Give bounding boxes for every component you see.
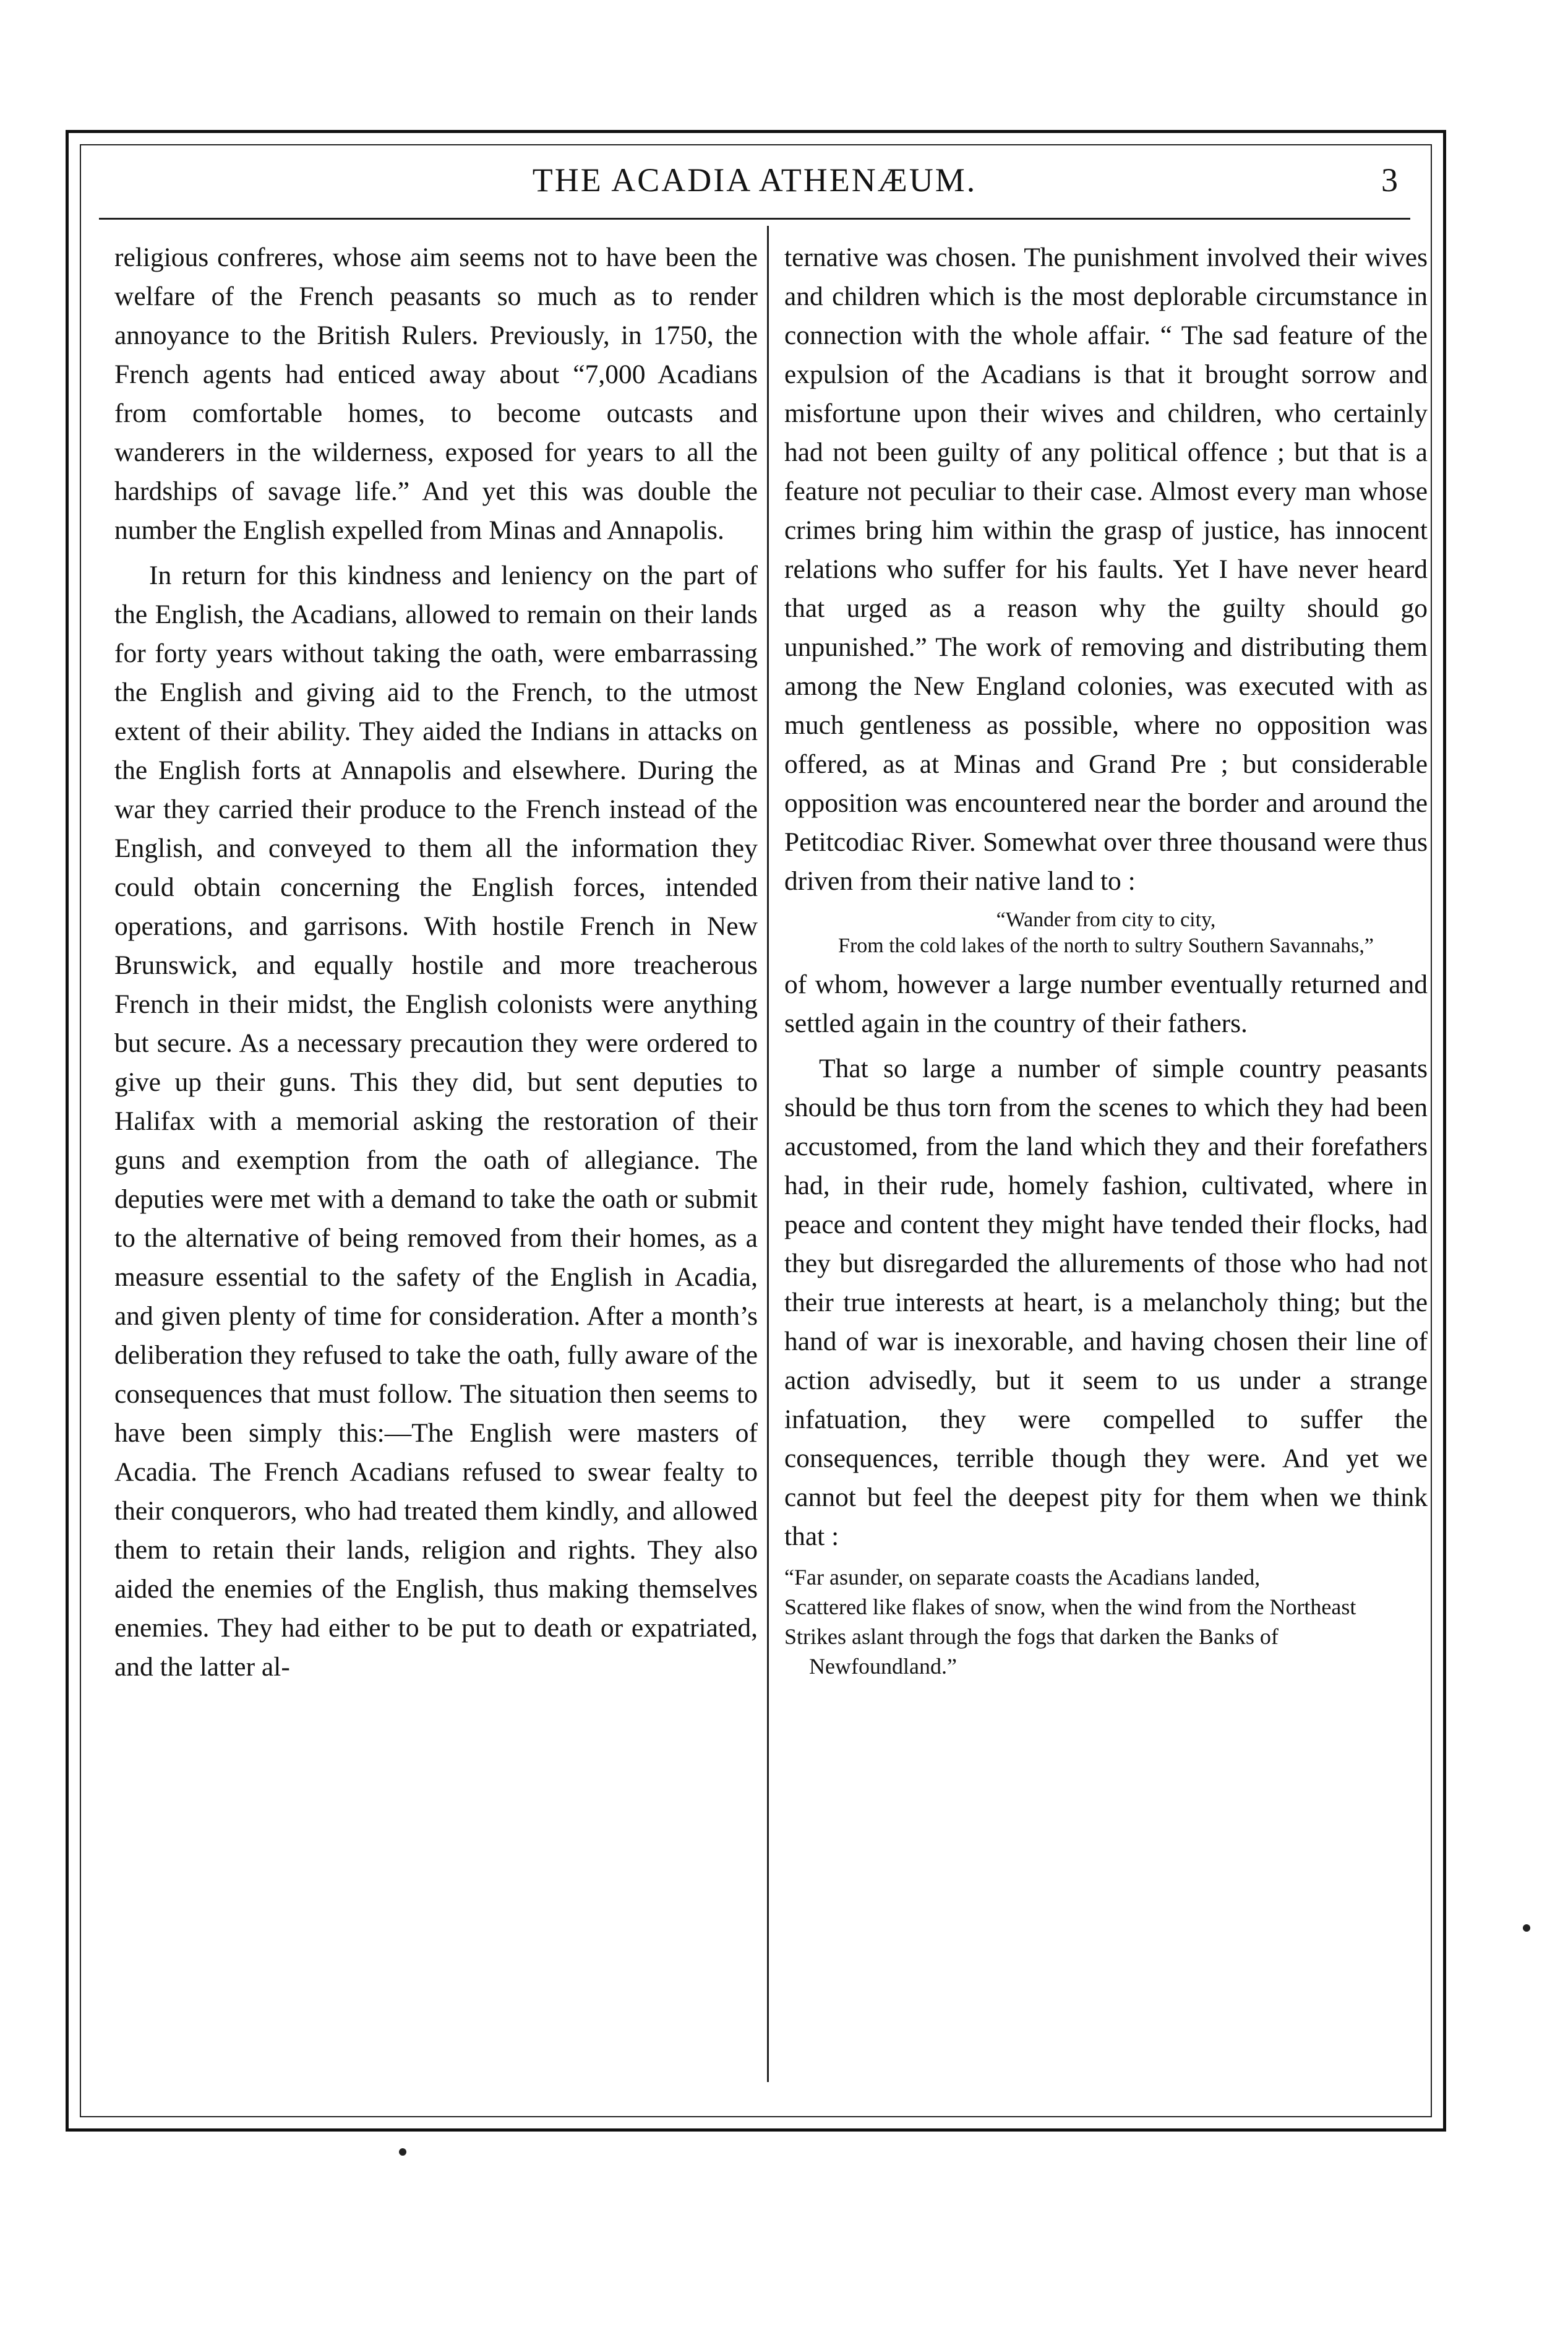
right-paragraph-1: ternative was chosen. The punishment involved their wives and children which is the most deplorable circumstance in connection with the whole affair. “ The sad feature of the expulsion of the Acadians is that it brought sorrow and misfortune upon their wives and children, who certainly had not been guilty of any political offence ; but that is a feature not peculiar to their case. Almost every man whose crimes bring him within the grasp of justice, has innocent relations who suffer for his faults. Yet I have never heard that urged as a reason why the guilty should go unpunished.” The work of removing and distributing them among the New England colonies, was executed with as much gentleness as possible, where no opposition was offered, as at Minas and Grand Pre ; but considerable opposition was encountered near the border and around the Petitcodiac River. Somewhat over three thousand were thus driven from their native land to : xyxy=(784,243,1428,896)
ink-speck xyxy=(1523,1924,1530,1932)
verse-1-line-1: “Wander from city to city, xyxy=(996,908,1216,931)
right-column xyxy=(784,238,1428,2088)
left-paragraph-1: religious confreres, whose aim seems not to have been the welfare of the French peasants so much as to render annoyance to the British Rulers. Previously, in 1750, the French agents had enticed away about “7,000 Acadians from comfortable homes, to become outcasts and wanderers in the wilderness, exposed for years to all the hardships of savage life.” And yet this was double the number the English expelled from Minas and Annapolis. xyxy=(114,243,758,545)
column-rule xyxy=(767,226,769,2082)
verse-quotation-1 xyxy=(784,907,1428,959)
right-paragraph-3: That so large a number of simple country peasants should be thus torn from the scenes to which they had been accustomed, from the land which they and their forefathers had, in their rude, homely fashion, cultivated, where in peace and content they might have tended their flocks, had they but disregarded the allurements of those who had not their true interests at heart, is a melancholy thing; but the hand of war is inexorable, and having chosen their line of action advisedly, but it seem to us under a strange infatuation, they were compelled to suffer the consequences, terrible though they were. And yet we cannot but feel the deepest pity for them when we think that : xyxy=(784,1054,1428,1551)
right-paragraph-2: of whom, however a large number eventually returned and settled again in the country of their fathers. xyxy=(784,970,1428,1038)
left-paragraph-2: In return for this kindness and leniency on the part of the English, the Acadians, allowed to remain on their lands for forty years without taking the oath, were embarrassing the English and giving aid to the French, to the utmost extent of their ability. They aided the Indians in attacks on the English forts at Annapolis and elsewhere. During the war they carried their produce to the French instead of the English, and conveyed to them all the information they could obtain concerning the English forces, intended operations, and garrisons. With hostile French in New Brunswick, and equally hostile and more treacherous French in their midst, the English colonists were anything but secure. As a necessary precaution they were ordered to give up their guns. This they did, but sent deputies to Halifax with a memorial asking the restoration of their guns and exemption from the oath of allegiance. The deputies were met with a demand to take the oath or submit to the alternative of being removed from their homes, as a measure essential to the safety of the English in Acadia, and given plenty of time for consideration. After a month’s deliberation they refused to take the oath, fully aware of the consequences that must follow. The situation then seems to have been simply this:—The English were masters of Acadia. The French Acadians refused to swear fealty to their conquerors, who had treated them kindly, and allowed them to retain their lands, religion and rights. They also aided the enemies of the English, thus making themselves enemies. They had either to be put to death or expatriated, and the latter al- xyxy=(114,561,758,1682)
verse-1-line-2: From the cold lakes of the north to sultry Southern Savannahs,” xyxy=(838,934,1374,957)
header-rule xyxy=(99,218,1410,220)
verse-2-line-3: Strikes aslant through the fogs that darken the Banks of Newfoundland.” xyxy=(784,1624,1279,1679)
verse-2-line-1: “Far asunder, on separate coasts the Acadians landed, xyxy=(784,1565,1261,1590)
verse-quotation-2 xyxy=(784,1562,1428,1681)
verse-2-line-2: Scattered like flakes of snow, when the wind from the Northeast xyxy=(784,1594,1356,1619)
page-number: 3 xyxy=(1381,161,1398,199)
left-column xyxy=(114,238,758,2088)
running-head xyxy=(99,161,1410,204)
ink-speck xyxy=(399,2148,406,2156)
journal-title: THE ACADIA ATHENÆUM. xyxy=(532,161,977,199)
